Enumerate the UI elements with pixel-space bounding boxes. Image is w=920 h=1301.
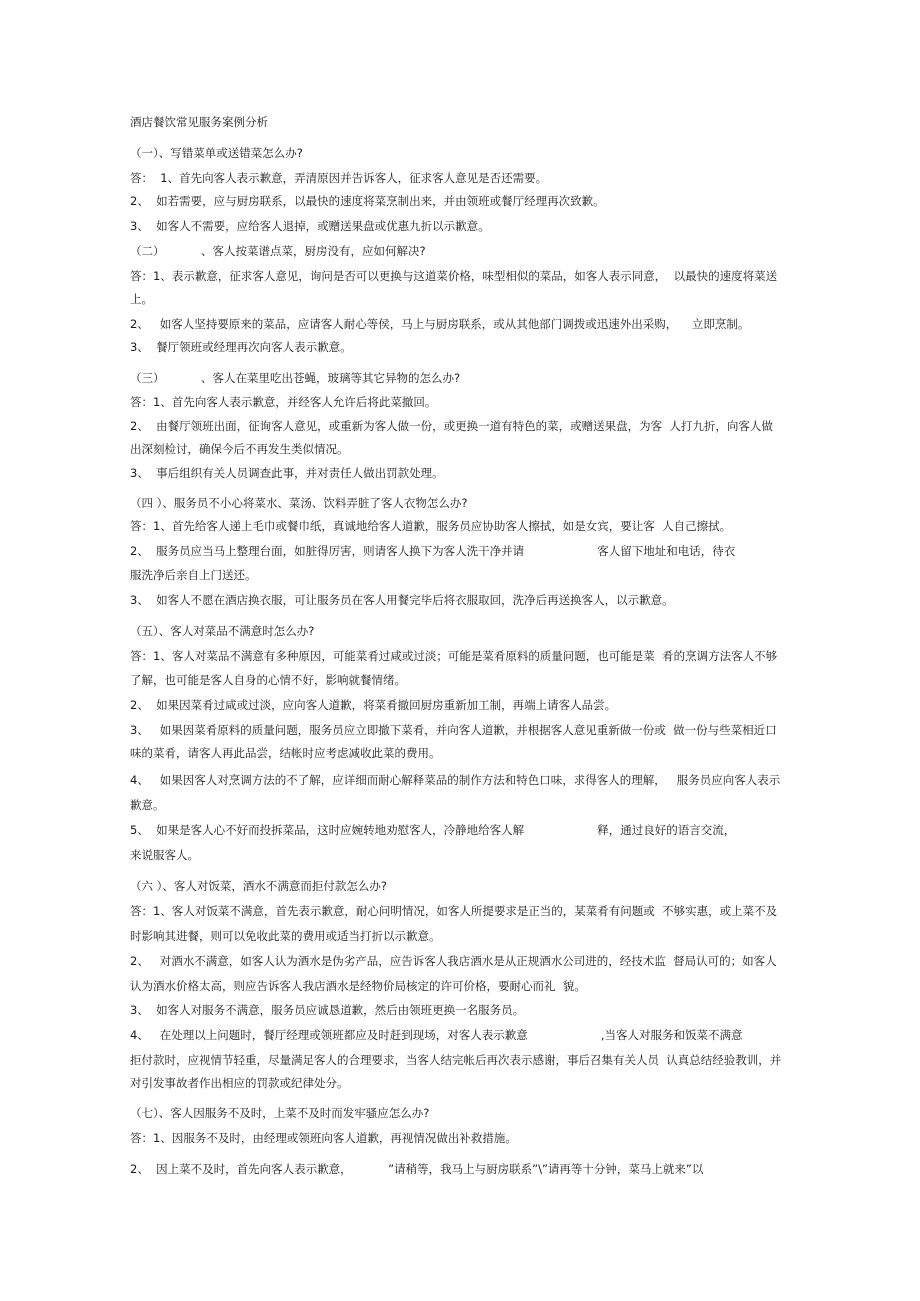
text-line: 2、 服务员应当马上整理台面，如脏得厉害，则请客人换下为客人洗干净并请 客人留下地址和电话，待衣 <box>130 544 736 558</box>
text-line: 答：1、首先向客人表示歉意，并经客人允许后将此菜撤回。 <box>130 395 437 409</box>
text-line: （一）、写错菜单或送错菜怎么办? <box>130 146 303 160</box>
text-line: 上。 <box>130 292 153 306</box>
text-line: 2、 如果因菜肴过咸或过淡，应向客人道歉，将菜肴撤回厨房重新加工制，再端上请客人品尝。 <box>130 698 617 712</box>
text-line: 2、 如客人坚持要原来的菜品，应请客人耐心等侯，马上与厨房联系，或从其他部门调拨或迅速外出采购， 立即烹制。 <box>130 317 750 331</box>
text-line: 服洗净后亲自上门送还。 <box>130 568 257 582</box>
text-line: 3、 餐厅领班或经理再次向客人表示歉意。 <box>130 340 352 354</box>
text-line: 答：1、首先给客人递上毛巾或餐巾纸，真诚地给客人道歉，服务员应协助客人擦拭，如是女宾，要让客 人自己擦拭。 <box>130 519 732 533</box>
text-line: （七）、客人因服务不及时，上菜不及时而发牢骚应怎么办? <box>130 1106 430 1120</box>
text-line: 4、 在处理以上问题时，餐厅经理或领班都应及时赶到现场，对客人表示歉意 ,当客人对服务和饭菜不满意 <box>130 1028 743 1042</box>
text-line: （五）、客人对菜品不满意时怎么办? <box>130 624 315 638</box>
text-line: 出深刻检讨，确保今后不再发生类似情况。 <box>130 442 349 456</box>
text-line: 了解，也可能是客人自身的心情不好，影响就餐情绪。 <box>130 673 406 687</box>
text-line: 3、 事后组织有关人员调查此事，并对责任人做出罚款处理。 <box>130 466 444 480</box>
text-line: 认为酒水价格太高，则应告诉客人我店酒水是经物价局核定的许可价格，要耐心而礼 貌。 <box>130 979 586 993</box>
text-line: 2、 因上菜不及时，首先向客人表示歉意， ”请稍等，我马上与厨房联系”\”请再等十分钟，菜马上就来”以 <box>130 1162 704 1176</box>
text-line: （二） 、客人按菜谱点菜，厨房没有，应如何解决? <box>130 244 426 258</box>
text-line: 时影响其进餐，则可以免收此菜的费用或适当打折以示歉意。 <box>130 929 441 943</box>
text-line: 3、 如果因菜肴原料的质量问题，服务员应立即撤下菜肴，并向客人道歉，并根据客人意见重新做一份或 做一份与些菜相近口 <box>130 723 777 737</box>
text-line: 3、 如客人对服务不满意，服务员应诚恳道歉，然后由领班更换一名服务员。 <box>130 1003 525 1017</box>
text-line: 5、 如果是客人心不好而投拆菜品，这时应婉转地劝慰客人，冷静地给客人解 释，通过良好的语言交流， <box>130 823 736 837</box>
text-line: 味的菜肴，请客人再此品尝，结帐时应考虑减收此菜的费用。 <box>130 746 441 760</box>
text-line: （四 ）、服务员不小心将菜水、菜汤、饮料弄脏了客人衣物怎么办? <box>130 496 468 510</box>
text-line: 拒付款时，应视情节轻重，尽量满足客人的合理要求，当客人结完帐后再次表示感谢，事后召集有关人员 认真总结经验教训，并 <box>130 1053 782 1067</box>
text-line: （六 ）、客人对饭菜，酒水不满意而拒付款怎么办? <box>130 879 388 893</box>
text-line: 答：1、表示歉意，征求客人意见，询问是否可以更换与这道菜价格，味型相似的菜品，如客人表示同意， 以最快的速度将菜送 <box>130 269 778 283</box>
text-line: 答：1、客人对饭菜不满意，首先表示歉意，耐心问明情况，如客人所提要求是正当的，某菜肴有问题或 不够实惠，或上菜不及 <box>130 904 778 918</box>
text-line: 对引发事故者作出相应的罚款或纪律处分。 <box>130 1076 349 1090</box>
text-line: 2、 如若需要，应与厨房联系，以最快的速度将菜烹制出来，并由领班或餐厅经理再次致歉。 <box>130 194 605 208</box>
text-line: 3、 如客人不需要，应给客人退掉，或赠送果盘或优惠九折以示歉意。 <box>130 219 490 233</box>
text-line: 答：1、客人对菜品不满意有多种原因，可能菜肴过咸或过淡；可能是菜肴原料的质量问题，也可能是菜 肴的烹调方法客人不够 <box>130 649 778 663</box>
text-line: 答：1、因服务不及时，由经理或领班向客人道歉，再视情况做出补救措施。 <box>130 1131 517 1145</box>
text-line: 来说服客人。 <box>130 848 199 862</box>
text-line: 3、 如客人不愿在酒店换衣服，可让服务员在客人用餐完毕后将衣服取回，洗净后再送换客人，以示歉意。 <box>130 593 674 607</box>
text-line: 2、 由餐厅领班出面，征询客人意见，或重新为客人做一份，或更换一道有特色的菜，或赠送果盘，为客 人打九折，向客人做 <box>130 419 773 433</box>
document-title: 酒店餐饮常见服务案例分析 <box>130 115 268 129</box>
text-line: （三） 、客人在菜里吃出苍蝇，玻璃等其它异物的怎么办? <box>130 371 461 385</box>
text-line: 4、 如果因客人对烹调方法的不了解，应详细而耐心解释菜品的制作方法和特色口味，求得客人的理解， 服务员应向客人表示 <box>130 773 781 787</box>
text-line: 答： 1、首先向客人表示歉意，弄清原因并告诉客人，征求客人意见是否还需要。 <box>130 171 548 185</box>
text-line: 2、 对酒水不满意，如客人认为酒水是伪劣产品，应告诉客人我店酒水是从正规酒水公司进的，经技术监 督局认可的；如客人 <box>130 954 777 968</box>
text-line: 歉意。 <box>130 798 165 812</box>
